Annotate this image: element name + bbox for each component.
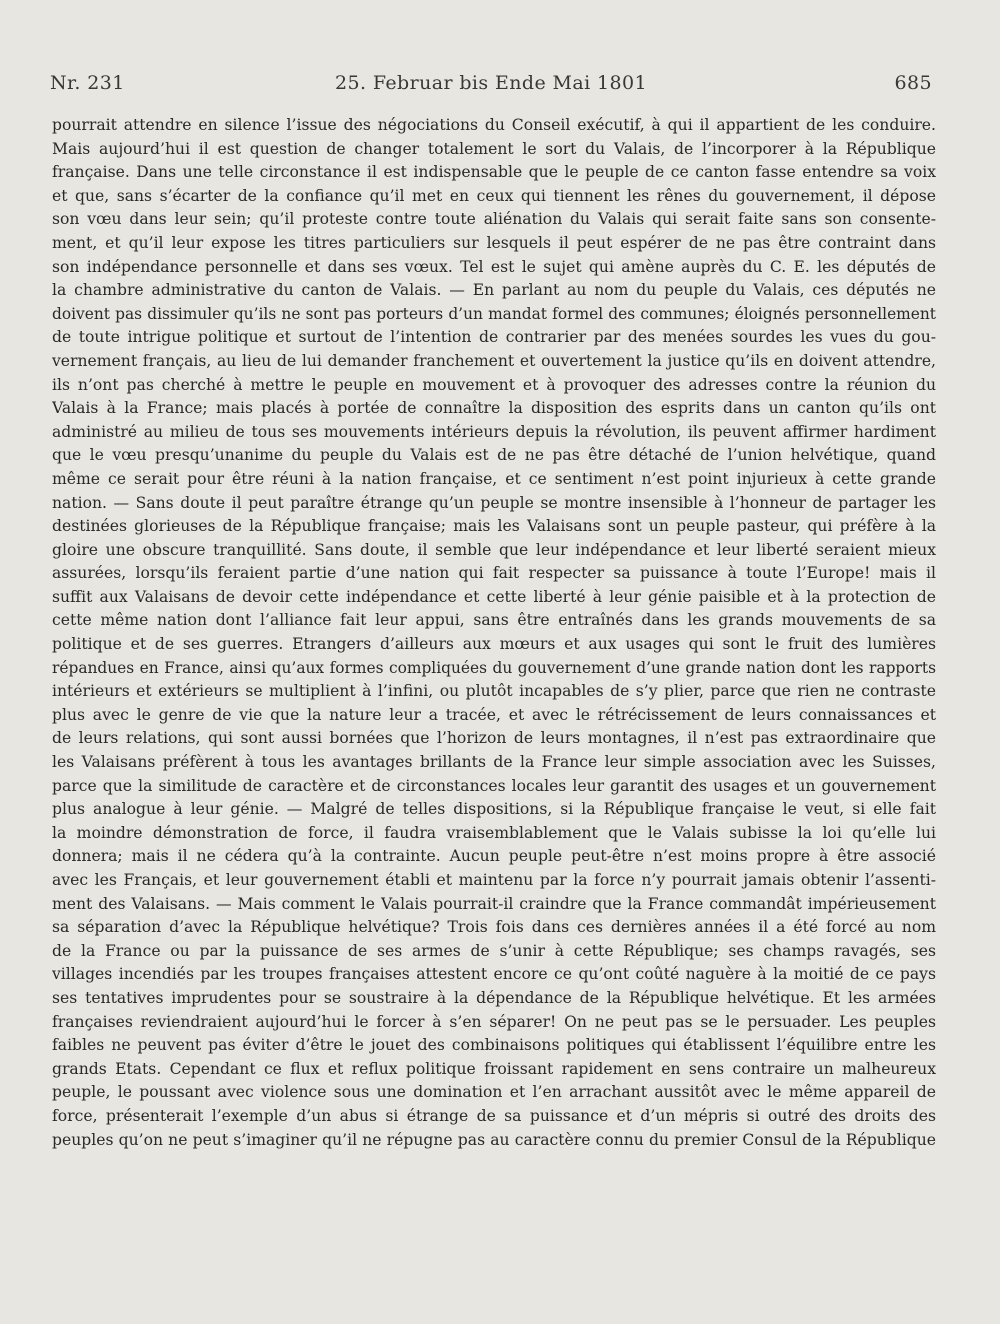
text-line: parce que la similitude de caractère et de circonstances locales leur garantit des usages et un gouvernement [52, 776, 936, 795]
text-line: plus analogue à leur génie. — Malgré de telles dispositions, si la République française le veut, si elle fait [52, 800, 936, 819]
text-line: même ce serait pour être réuni à la nation française, et ce sentiment n’est point injurieux à cette grande [52, 469, 936, 488]
text-line: politique et de ses guerres. Etrangers d’ailleurs aux mœurs et aux usages qui sont le fruit des lumières [52, 635, 936, 654]
running-title: 25. Februar bis Ende Mai 1801 [334, 72, 647, 94]
text-line: ses tentatives imprudentes pour se soustraire à la dépendance de la République helvétique. Et les armées [52, 988, 936, 1007]
body-text [52, 114, 936, 1152]
text-line: assurées, lorsqu’ils feraient partie d’une nation qui fait respecter sa puissance à toute l’Europe! mais il [52, 564, 936, 583]
text-line: peuple, le poussant avec violence sous une domination et l’en arrachant aussitôt avec le même appareil de [52, 1083, 936, 1102]
text-line: force, présenterait l’exemple d’un abus si étrange de sa puissance et d’un mépris si outré des droits des [52, 1106, 936, 1125]
text-line: cette même nation dont l’alliance fait leur appui, sans être entraînés dans les grands mouvements de sa [52, 611, 936, 630]
text-line: ment des Valaisans. — Mais comment le Valais pourrait-il craindre que la France commandât impérieusement [52, 894, 936, 913]
page-number: 685 [894, 72, 932, 94]
page-header [50, 72, 932, 102]
text-line: Valais à la France; mais placés à portée de connaître la disposition des esprits dans un canton qu’ils ont [52, 399, 936, 418]
text-line: de leurs relations, qui sont aussi bornées que l’horizon de leurs montagnes, il n’est pas extraordinaire que [52, 729, 936, 748]
text-line: françaises reviendraient aujourd’hui le forcer à s’en séparer! On ne peut pas se le persuader. Les peuples [52, 1012, 936, 1031]
text-line: grands Etats. Cependant ce flux et reflux politique froissant rapidement en sens contraire un malheureux [52, 1059, 936, 1078]
text-line: suffit aux Valaisans de devoir cette indépendance et cette liberté à leur génie paisible et à la protection de [52, 587, 936, 606]
text-line: de toute intrigue politique et surtout de l’intention de contrarier par des menées sourdes les vues du gou- [52, 328, 936, 347]
text-line: intérieurs et extérieurs se multiplient à l’infini, ou plutôt incapables de s’y plier, parce que rien ne contraste [52, 682, 936, 701]
text-line: peuples qu’on ne peut s’imaginer qu’il ne répugne pas au caractère connu du premier Consul de la République [52, 1130, 936, 1149]
text-line: avec les Français, et leur gouvernement établi et maintenu par la force n’y pourrait jamais obtenir l’assenti- [52, 871, 936, 889]
document-number: Nr. 231 [50, 72, 125, 94]
text-line: la moindre démonstration de force, il faudra vraisemblablement que le Valais subisse la loi qu’elle lui [52, 823, 936, 842]
text-line: pourrait attendre en silence l’issue des négociations du Conseil exécutif, à qui il appartient de les conduire. [52, 116, 936, 134]
text-line: administré au milieu de tous ses mouvements intérieurs depuis la révolution, ils peuvent affirmer hardiment [52, 422, 936, 441]
text-line: faibles ne peuvent pas éviter d’être le jouet des combinaisons politiques qui établissent l’équilibre entre les [52, 1036, 936, 1055]
text-line: ils n’ont pas cherché à mettre le peuple en mouvement et à provoquer des adresses contre la réunion du [52, 375, 936, 394]
text-line: donnera; mais il ne cédera qu’à la contrainte. Aucun peuple peut-être n’est moins propre à être associé [52, 847, 936, 866]
text-line: française. Dans une telle circonstance il est indispensable que le peuple de ce canton fasse entendre sa voix [52, 163, 936, 182]
text-line: que le vœu presqu’unanime du peuple du Valais est de ne pas être détaché de l’union helvétique, quand [52, 446, 936, 465]
text-line: plus avec le genre de vie que la nature leur a tracée, et avec le rétrécissement de leurs connaissances et [52, 705, 936, 724]
text-line: destinées glorieuses de la République française; mais les Valaisans sont un peuple pasteur, qui préfère à la [52, 517, 936, 536]
text-line: villages incendiés par les troupes françaises attestent encore ce qu’ont coûté naguère à la moitié de ce pays [52, 965, 936, 984]
text-line: Mais aujourd’hui il est question de changer totalement le sort du Valais, de l’incorporer à la République [52, 139, 936, 158]
text-line: nation. — Sans doute il peut paraître étrange qu’un peuple se montre insensible à l’honneur de partager les [52, 493, 936, 512]
text-line: sa séparation d’avec la République helvétique? Trois fois dans ces dernières années il a été forcé au nom [52, 918, 936, 937]
text-line: la chambre administrative du canton de Valais. — En parlant au nom du peuple du Valais, ces députés ne [52, 281, 936, 300]
text-line: de la France ou par la puissance de ses armes de s’unir à cette République; ses champs ravagés, ses [52, 941, 936, 960]
text-line: doivent pas dissimuler qu’ils ne sont pas porteurs d’un mandat formel des communes; éloignés personnellement [52, 304, 936, 323]
text-line: ment, et qu’il leur expose les titres particuliers sur lesquels il peut espérer de ne pas être contraint dans [52, 233, 936, 252]
text-line: son vœu dans leur sein; qu’il proteste contre toute aliénation du Valais qui serait faite sans son consente- [52, 210, 936, 229]
text-line: les Valaisans préfèrent à tous les avantages brillants de la France leur simple association avec les Suisses, [52, 753, 936, 772]
text-line: gloire une obscure tranquillité. Sans doute, il semble que leur indépendance et leur liberté seraient mieux [52, 540, 936, 559]
text-line: vernement français, au lieu de lui demander franchement et ouvertement la justice qu’ils en doivent attendre, [52, 351, 936, 370]
text-line: son indépendance personnelle et dans ses vœux. Tel est le sujet qui amène auprès du C. E. les députés de [52, 257, 936, 276]
text-line: répandues en France, ainsi qu’aux formes compliquées du gouvernement d’une grande nation dont les rapports [52, 658, 936, 677]
text-line: et que, sans s’écarter de la confiance qu’il met en ceux qui tiennent les rênes du gouvernement, il dépose [52, 186, 936, 205]
